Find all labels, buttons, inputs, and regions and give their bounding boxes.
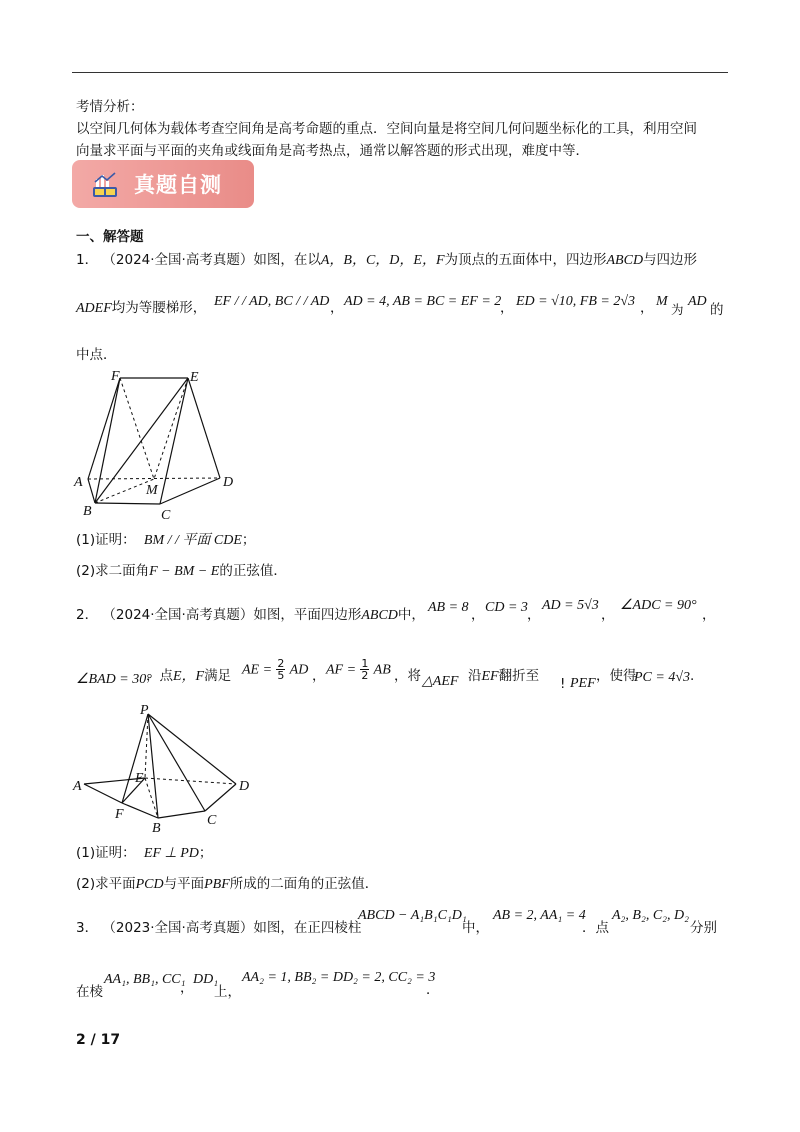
problem-2-exclamation-glyph: ! bbox=[560, 676, 566, 692]
problem-2-zhong: 中， bbox=[397, 607, 425, 623]
problem-2-af-fraction bbox=[360, 658, 369, 681]
problem-1-de: 的 bbox=[710, 302, 724, 318]
problem-3-points: A₂, B₂, C₂, D₂ bbox=[612, 908, 690, 923]
comma: ， bbox=[471, 607, 485, 623]
problem-2-q1-end: ； bbox=[198, 845, 213, 861]
comma: ， bbox=[330, 300, 344, 316]
fig1-label-C: C bbox=[161, 508, 171, 522]
fig2-label-E: E bbox=[135, 771, 144, 786]
problem-2-af-equation bbox=[326, 658, 391, 681]
problem-1-q1-label: (1)证明： bbox=[76, 532, 136, 548]
problem-1-quad-2: ADEF bbox=[76, 301, 112, 316]
problem-3-shang: 上， bbox=[214, 984, 241, 1000]
problem-2-quad: ABCD bbox=[361, 608, 398, 623]
problem-1-quad-1: ABCD bbox=[606, 253, 644, 268]
problem-3-number: 3． bbox=[76, 920, 99, 936]
problem-2-c2: CD = 3 bbox=[485, 600, 528, 615]
fig1-label-M: M bbox=[146, 483, 158, 498]
problem-2-c3: AD = 5√3 bbox=[542, 598, 599, 613]
banner-title: 真题自测 bbox=[134, 173, 222, 197]
fig2-label-D: D bbox=[239, 779, 250, 794]
problem-2-fold-4: ，使得 bbox=[596, 668, 637, 684]
problem-2-figure bbox=[70, 700, 260, 840]
problem-2-pts: E，F bbox=[173, 669, 205, 684]
problem-1-cond-1: EF / / AD, BC / / AD bbox=[214, 294, 330, 309]
problem-1-q1-math: BM / / 平面 CDE bbox=[143, 533, 242, 548]
problem-1-vertices: A，B，C，D，E，F bbox=[320, 253, 445, 268]
problem-1-figure bbox=[70, 366, 250, 522]
problem-2-fold-2: 沿 bbox=[468, 668, 482, 684]
problem-3-line-1 bbox=[76, 918, 361, 938]
fig2-label-F: F bbox=[115, 807, 124, 822]
problem-1-number: 1． bbox=[76, 252, 99, 268]
problem-2-satisfy: 满足 bbox=[204, 668, 232, 684]
problem-2-q2-label: (2)求平面 bbox=[76, 876, 136, 892]
problem-1-q2-label: (2)求二面角 bbox=[76, 563, 150, 579]
problem-2-q2-m1: PCD bbox=[135, 877, 164, 892]
problem-3-fenbie: 分别 bbox=[690, 920, 717, 936]
fig2-label-B: B bbox=[152, 821, 161, 836]
problem-2-line-1 bbox=[76, 605, 425, 626]
fig1-label-A: A bbox=[74, 475, 83, 490]
problem-2-q1-math: EF ⊥ PD bbox=[143, 846, 199, 861]
fig1-label-F: F bbox=[111, 369, 120, 384]
problem-3-zaileng: 在棱 bbox=[76, 984, 103, 1000]
problem-1-wei: 为 bbox=[671, 302, 684, 317]
intro-line-2: 向量求平面与平面的夹角或线面角是高考热点，通常以解答题的形式出现，难度中等． bbox=[76, 143, 589, 159]
problem-2-c1: AB = 8 bbox=[428, 600, 469, 615]
header-rule bbox=[72, 72, 728, 73]
problem-2-q2-mid: 与平面 bbox=[163, 876, 205, 892]
problem-2-ae-fraction bbox=[276, 658, 285, 681]
comma: ， bbox=[312, 668, 326, 684]
problem-3-dian: ．点 bbox=[582, 920, 609, 936]
problem-2-q2-m2: PBF bbox=[204, 877, 230, 892]
ae-numerator: 2 bbox=[277, 657, 285, 670]
problem-3-dd: DD₁ bbox=[193, 972, 219, 987]
problem-1-text-1c: 与四边形 bbox=[643, 252, 698, 268]
problem-1-cond-3: ED = √10, FB = 2√3 bbox=[516, 294, 636, 309]
problem-2-pt-text: ，点 bbox=[146, 668, 173, 684]
comma: ， bbox=[601, 607, 615, 623]
problem-2-q2-end: 所成的二面角的正弦值． bbox=[229, 876, 379, 892]
problem-3-cond-2: AA₂ = 1, BB₂ = DD₂ = 2, CC₂ = 3 bbox=[242, 970, 436, 985]
problem-1-text-2a: 均为等腰梯形， bbox=[111, 300, 207, 316]
problem-2-line-2 bbox=[146, 666, 231, 687]
problem-1-m-var: M bbox=[656, 294, 668, 309]
problem-2-q1 bbox=[76, 843, 212, 864]
fig1-label-E: E bbox=[190, 370, 199, 385]
problem-3-edges: AA₁, BB₁, CC₁ bbox=[104, 972, 186, 987]
problem-2-q1-label: (1)证明： bbox=[76, 845, 136, 861]
problem-1-cond-2: AD = 4, AB = BC = EF = 2 bbox=[344, 294, 502, 309]
fig1-label-B: B bbox=[83, 504, 92, 519]
fig2-label-P: P bbox=[140, 703, 149, 718]
problem-2-text-1a: 如图，平面四边形 bbox=[253, 607, 362, 623]
problem-2-number: 2． bbox=[76, 607, 99, 623]
section-title: 一、解答题 bbox=[76, 229, 144, 245]
problem-2-pef: PEF bbox=[570, 676, 596, 691]
af-denominator: 2 bbox=[361, 669, 369, 682]
problem-2-source: （2024·全国·高考真题） bbox=[102, 607, 254, 623]
section-banner bbox=[72, 160, 254, 208]
problem-3-cond: AB = 2, AA₁ = 4 bbox=[493, 908, 586, 923]
problem-1-q1 bbox=[76, 530, 255, 551]
problem-2-c4: ∠ADC = 90° bbox=[620, 598, 697, 613]
problem-1-line-1 bbox=[76, 250, 697, 271]
problem-2-fold-3: 翻折至 bbox=[498, 668, 540, 684]
problem-1-text-1b: 为顶点的五面体中，四边形 bbox=[444, 252, 607, 268]
problem-2-fold-line bbox=[468, 666, 539, 687]
ae-denominator: 5 bbox=[277, 669, 285, 682]
problem-2-ae-rhs: AD bbox=[289, 662, 309, 678]
period: . bbox=[690, 668, 695, 684]
af-numerator: 1 bbox=[361, 657, 369, 670]
problem-2-ef: EF bbox=[481, 669, 499, 684]
problem-3-text-1a: 如图，在正四棱柱 bbox=[253, 920, 362, 936]
problem-2-c5: ∠BAD = 30° bbox=[76, 672, 152, 687]
problem-3-source: （2023·全国·高考真题） bbox=[102, 920, 254, 936]
problem-2-af-lhs: AF = bbox=[326, 662, 357, 678]
problem-2-ae-lhs: AE = bbox=[242, 662, 273, 678]
problem-1-q1-end: ； bbox=[241, 532, 256, 548]
problem-3-zhong: 中， bbox=[462, 920, 489, 936]
problem-2-pc: PC = 4√3 bbox=[634, 670, 691, 685]
page-number: 2 / 17 bbox=[76, 1032, 121, 1048]
fig1-label-D: D bbox=[223, 475, 234, 490]
intro-line-1: 以空间几何体为载体考查空间角是高考命题的重点．空间向量是将空间几何问题坐标化的工具，利用空间 bbox=[76, 121, 697, 137]
problem-2-fold-1: ，将 bbox=[394, 668, 421, 684]
problem-2-ae-equation bbox=[242, 658, 308, 681]
comma: ， bbox=[702, 607, 716, 623]
problem-1-source: （2024·全国·高考真题） bbox=[102, 252, 254, 268]
problem-1-q2 bbox=[76, 561, 287, 582]
problem-1-line-2 bbox=[76, 298, 206, 319]
problem-3-end: ． bbox=[426, 982, 440, 998]
comma: ， bbox=[500, 300, 514, 316]
comma: ， bbox=[180, 980, 194, 996]
problem-1-line-3: 中点． bbox=[76, 347, 117, 363]
problem-2-triangle: △AEF bbox=[422, 674, 459, 689]
problem-3-prism: ABCD − A₁B₁C₁D₁ bbox=[358, 908, 467, 923]
problem-2-af-rhs: AB bbox=[373, 662, 391, 678]
book-chart-icon bbox=[90, 170, 120, 200]
comma: ， bbox=[527, 607, 541, 623]
intro-heading: 考情分析： bbox=[76, 99, 144, 115]
problem-1-q2-math: F − BM − E bbox=[149, 564, 220, 579]
comma: ， bbox=[640, 300, 654, 316]
problem-1-q2-end: 的正弦值． bbox=[219, 563, 287, 579]
problem-2-q2 bbox=[76, 874, 378, 895]
fig2-label-A: A bbox=[73, 779, 82, 794]
problem-1-text-1a: 如图，在以 bbox=[253, 252, 321, 268]
fig2-label-C: C bbox=[207, 813, 217, 828]
problem-1-ad: AD bbox=[688, 294, 707, 309]
